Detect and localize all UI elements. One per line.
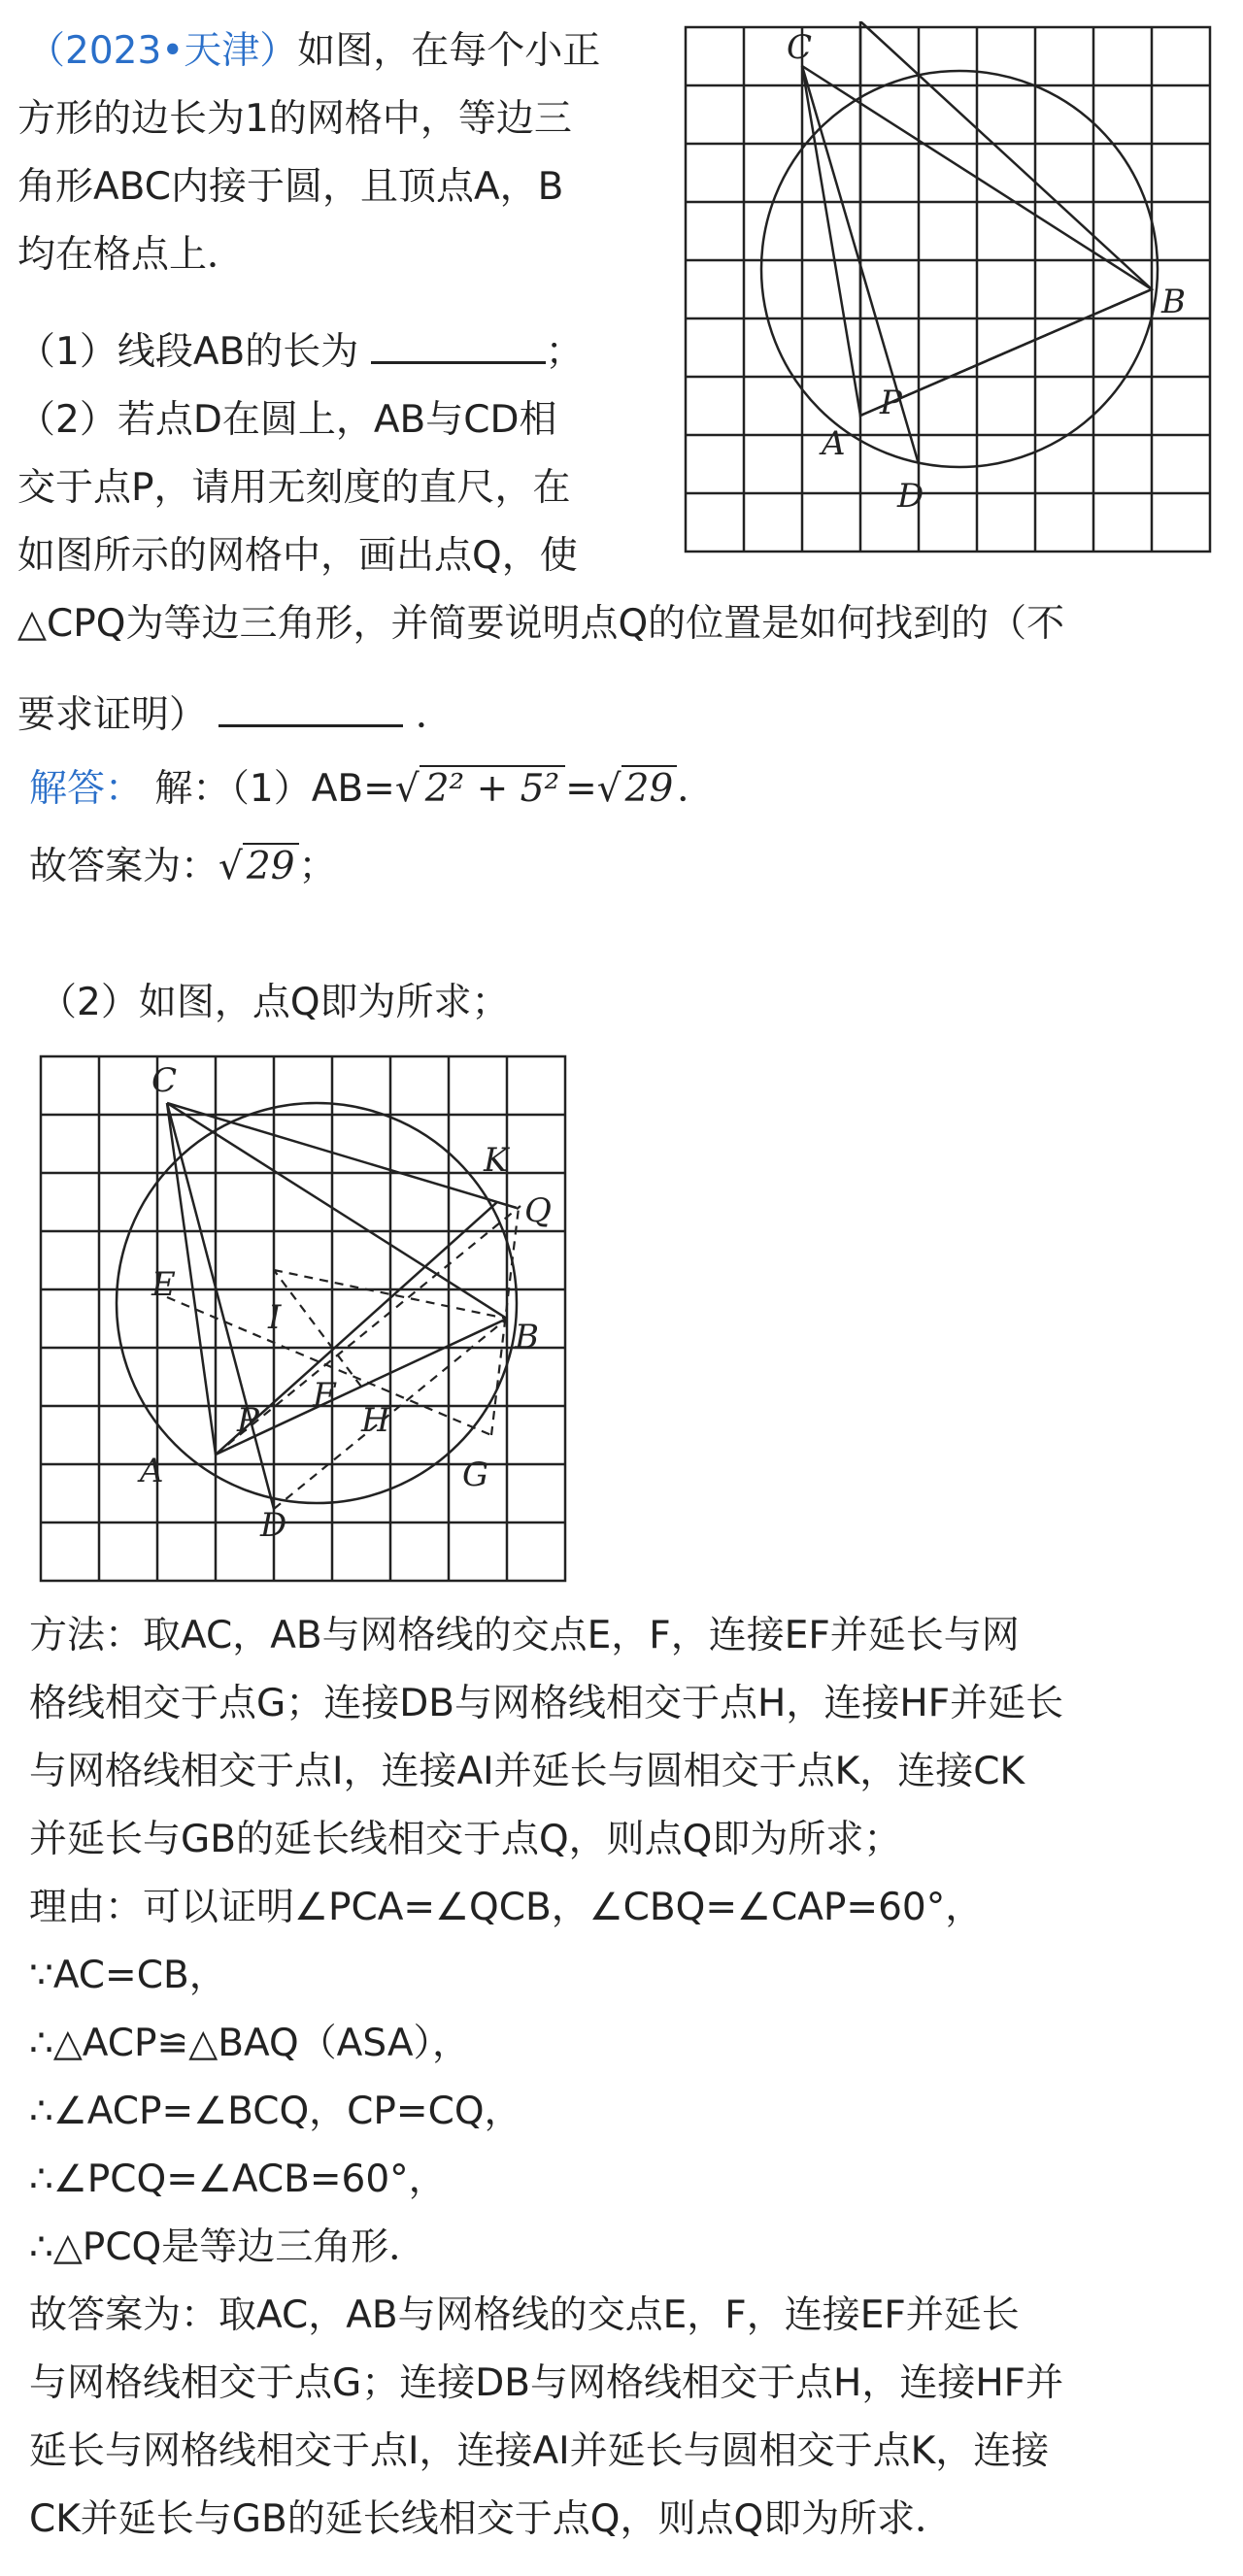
label-C: C (787, 28, 813, 67)
fig2-label-I: I (268, 1298, 282, 1337)
equals-sign: = (565, 767, 597, 811)
fig2-label-A: A (140, 1452, 164, 1490)
figure-2 (35, 1051, 571, 1587)
method-line-2: 格线相交于点G；连接DB与网格线相交于点H，连接HF并延长 (29, 1682, 1064, 1725)
method-line-3: 与网格线相交于点I，连接AI并延长与圆相交于点K，连接CK (29, 1750, 1025, 1793)
final-line-2: 与网格线相交于点G；连接DB与网格线相交于点H，连接HF并 (29, 2361, 1064, 2405)
answer-fill-1 (29, 843, 337, 891)
fig2-label-Q: Q (524, 1191, 552, 1230)
sqrt-29-fill-value: 29 (243, 843, 299, 888)
fill-end: ； (298, 845, 337, 888)
fig2-label-B: B (515, 1318, 539, 1356)
fig2-label-G: G (462, 1455, 489, 1494)
problem-source: （2023•天津） (27, 29, 298, 73)
problem-line-1 (27, 27, 600, 76)
answer-line-1 (29, 765, 715, 814)
problem-line-2: 方形的边长为1的网格中，等边三 (17, 97, 572, 141)
reason-line-5: ∴∠PCQ=∠ACB=60°， (29, 2158, 447, 2201)
fig2-label-F: F (313, 1376, 336, 1415)
reason-line-1: 理由：可以证明∠PCA=∠QCB，∠CBQ=∠CAP=60°， (29, 1886, 984, 1929)
question-1-end: ； (545, 330, 584, 374)
label-D: D (897, 477, 924, 516)
problem-line-4: 均在格点上． (17, 233, 246, 277)
question-1 (17, 328, 584, 377)
fig2-label-H: H (361, 1401, 390, 1440)
reason-line-2: ∵AC=CB， (29, 1954, 227, 1997)
reason-line-3: ∴△ACP≌△BAQ（ASA）， (29, 2022, 471, 2065)
circumcircle-2 (117, 1103, 517, 1503)
final-line-3: 延长与网格线相交于点I，连接AI并延长与圆相交于点K，连接 (29, 2429, 1050, 2473)
solid-lines-2 (167, 1103, 517, 1509)
problem-line-3: 角形ABC内接于圆，且顶点A，B (17, 165, 564, 209)
question-2-line-2: 交于点P，请用无刻度的直尺，在 (17, 466, 571, 510)
reason-line-4: ∴∠ACP=∠BCQ，CP=CQ， (29, 2090, 522, 2133)
question-2-line-5 (17, 691, 454, 740)
sqrt-29-fill: √ 29 (218, 843, 299, 891)
sqrt-29-value: 29 (622, 765, 678, 811)
fig2-label-K: K (484, 1141, 509, 1180)
answer-blank-2[interactable] (218, 697, 403, 727)
question-2-line-4: △CPQ为等边三角形，并简要说明点Q的位置是如何找到的（不 (17, 602, 1065, 646)
answer-label: 解答： (29, 767, 144, 811)
problem-text: 如图，在每个小正 (297, 29, 601, 73)
figure-1 (680, 21, 1216, 553)
question-2-text-end: 要求证明） (17, 693, 208, 737)
question-2-line-1: （2）若点D在圆上，AB与CD相 (17, 398, 557, 442)
answer-blank-1[interactable] (371, 334, 546, 364)
sqrt-sign: √ 2² + 5² (395, 765, 565, 814)
final-line-4: CK并延长与GB的延长线相交于点Q，则点Q即为所求． (29, 2497, 954, 2541)
label-A: A (822, 424, 846, 463)
fig2-label-C: C (151, 1061, 178, 1100)
answer-1-prefix: 解：（1）AB= (154, 767, 395, 811)
grid-1 (686, 27, 1210, 552)
fig2-label-D: D (260, 1506, 287, 1545)
fig2-label-P: P (237, 1401, 259, 1440)
method-line-1: 方法：取AC，AB与网格线的交点E，F，连接EF并延长与网 (29, 1614, 1020, 1657)
method-line-4: 并延长与GB的延长线相交于点Q，则点Q即为所求； (29, 1818, 902, 1861)
reason-line-6: ∴△PCQ是等边三角形． (29, 2225, 427, 2269)
answer-1-dot: ． (677, 767, 716, 811)
label-P: P (880, 384, 902, 422)
label-B: B (1161, 283, 1186, 321)
fig2-label-E: E (151, 1265, 176, 1304)
question-2-dot: ． (415, 693, 454, 737)
answer-part-2: （2）如图，点Q即为所求； (39, 981, 510, 1024)
sqrt-expression: 2² + 5² (420, 765, 565, 811)
fill-prefix: 故答案为： (29, 845, 219, 888)
question-1-text: （1）线段AB的长为 (17, 330, 359, 374)
sqrt-29: √ 29 (597, 765, 678, 814)
final-line-1: 故答案为：取AC，AB与网格线的交点E，F，连接EF并延长 (29, 2293, 1020, 2337)
question-2-line-3: 如图所示的网格中，画出点Q，使 (17, 534, 578, 578)
